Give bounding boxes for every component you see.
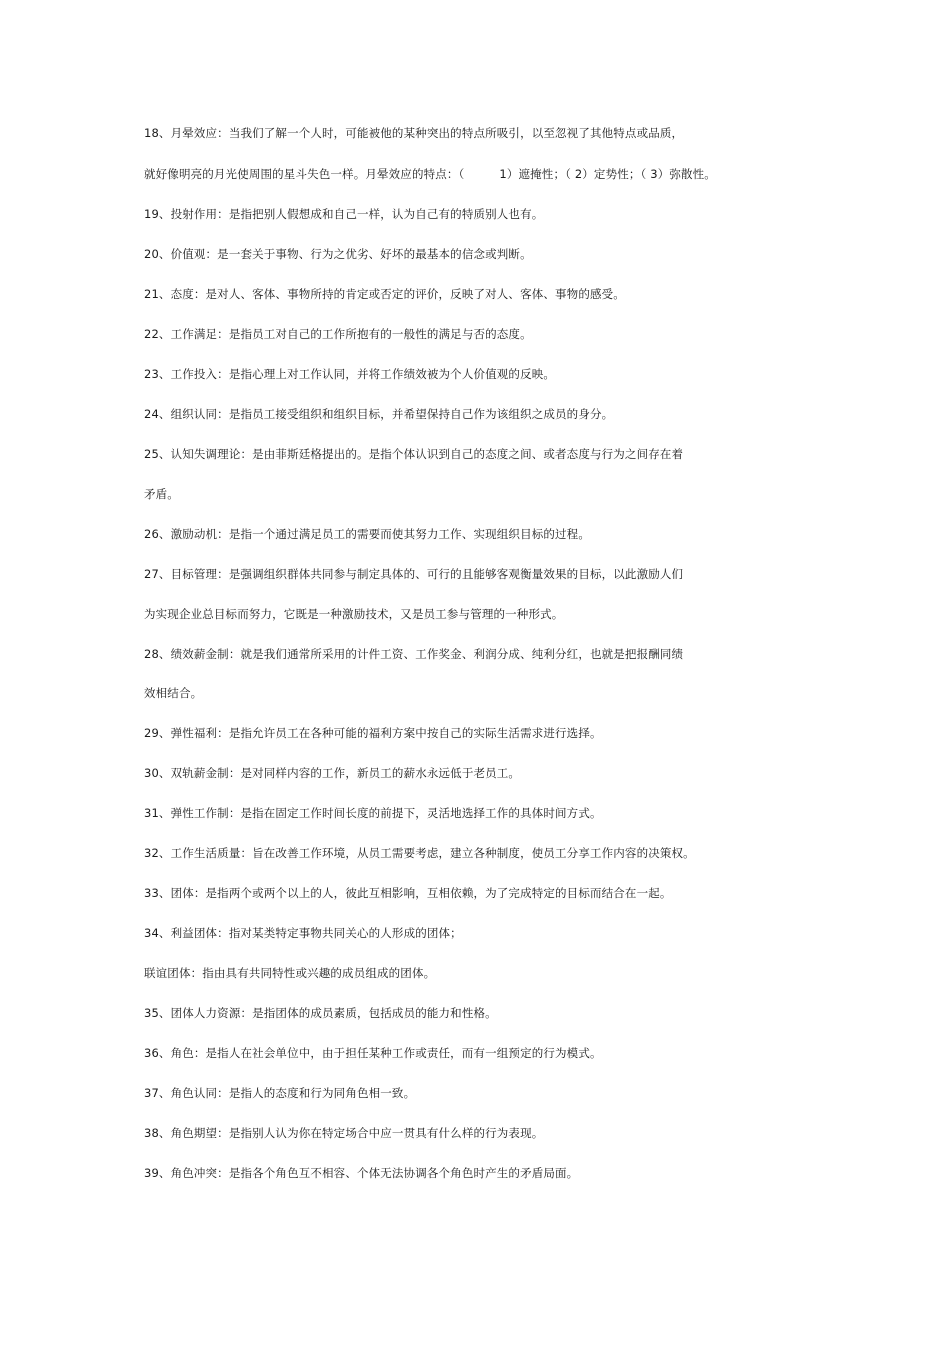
text-line: 效相结合。 bbox=[144, 686, 203, 700]
text-line: 32、工作生活质量：旨在改善工作环境，从员工需要考虑，建立各种制度，使员工分享工作内容的决策权。 bbox=[144, 846, 695, 860]
text-line: 20、价值观：是一套关于事物、行为之优劣、好坏的最基本的信念或判断。 bbox=[144, 247, 532, 261]
text-line: 35、团体人力资源：是指团体的成员素质，包括成员的能力和性格。 bbox=[144, 1006, 497, 1020]
text-line: 矛盾。 bbox=[144, 487, 179, 501]
text-line: 联谊团体：指由具有共同特性或兴趣的成员组成的团体。 bbox=[144, 966, 436, 980]
text-line: 26、激励动机：是指一个通过满足员工的需要而使其努力工作、实现组织目标的过程。 bbox=[144, 527, 590, 541]
text-line: 34、利益团体：指对某类特定事物共同关心的人形成的团体； bbox=[144, 926, 462, 940]
text-line: 22、工作满足：是指员工对自己的工作所抱有的一般性的满足与否的态度。 bbox=[144, 327, 532, 341]
text-line: 30、双轨薪金制：是对同样内容的工作，新员工的薪水永远低于老员工。 bbox=[144, 766, 521, 780]
text-line: 25、认知失调理论：是由菲斯廷格提出的。是指个体认识到自己的态度之间、或者态度与行为之间存在着 bbox=[144, 447, 684, 461]
text-line: 21、态度：是对人、客体、事物所持的肯定或否定的评价，反映了对人、客体、事物的感受。 bbox=[144, 287, 625, 301]
text-line: 31、弹性工作制：是指在固定工作时间长度的前提下，灵活地选择工作的具体时间方式。 bbox=[144, 806, 602, 820]
text-line: 38、角色期望：是指别人认为你在特定场合中应一贯具有什么样的行为表现。 bbox=[144, 1126, 544, 1140]
text-line: 23、工作投入：是指心理上对工作认同，并将工作绩效被为个人价值观的反映。 bbox=[144, 367, 556, 381]
text-line: 27、目标管理：是强调组织群体共同参与制定具体的、可行的且能够客观衡量效果的目标，以此激励人们 bbox=[144, 567, 684, 581]
text-line: 36、角色：是指人在社会单位中，由于担任某种工作或责任，而有一组预定的行为模式。 bbox=[144, 1046, 602, 1060]
text-line: 28、绩效薪金制：就是我们通常所采用的计件工资、工作奖金、利润分成、纯利分红，也就是把报酬同绩 bbox=[144, 647, 684, 661]
text-line: 39、角色冲突：是指各个角色互不相容、个体无法协调各个角色时产生的矛盾局面。 bbox=[144, 1166, 579, 1180]
text-line: 33、团体：是指两个或两个以上的人，彼此互相影响，互相依赖，为了完成特定的目标而结合在一起。 bbox=[144, 886, 672, 900]
text-line: 为实现企业总目标而努力，它既是一种激励技术，又是员工参与管理的一种形式。 bbox=[144, 607, 564, 621]
text-line: 就好像明亮的月光使周围的星斗失色一样。月晕效应的特点：（ 1）遮掩性；（ 2）定势性；（ 3）弥散性。 bbox=[144, 167, 716, 181]
text-line: 24、组织认同：是指员工接受组织和组织目标，并希望保持自己作为该组织之成员的身分。 bbox=[144, 407, 614, 421]
text-line: 37、角色认同：是指人的态度和行为同角色相一致。 bbox=[144, 1086, 416, 1100]
text-line: 19、投射作用：是指把别人假想成和自己一样，认为自己有的特质别人也有。 bbox=[144, 207, 544, 221]
text-line: 29、弹性福利：是指允许员工在各种可能的福利方案中按自己的实际生活需求进行选择。 bbox=[144, 726, 602, 740]
text-line: 18、月晕效应：当我们了解一个人时，可能被他的某种突出的特点所吸引，以至忽视了其他特点或品质， bbox=[144, 126, 684, 140]
